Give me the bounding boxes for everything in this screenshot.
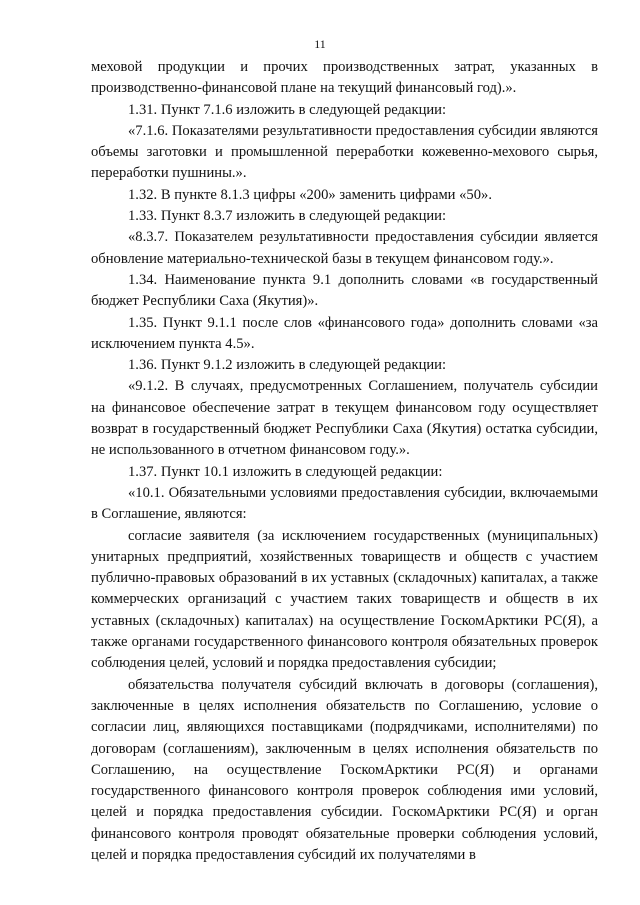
paragraph-quote-7-1-6: «7.1.6. Показателями результативности предоставления субсидии являются объемы заготовки и промышленной переработки кожевенно-мехового сырья, переработки пушнины.».: [91, 122, 598, 182]
paragraph-obligations: обязательства получателя субсидий включать в договоры (соглашения), заключенные в целях исполнения обязательств по Соглашению, условие о согласии лиц, являющихся поставщиками (подрядчиками, исполнителями) по договорам (соглашениям), заключенным в целях исполнения обязательств по Соглашению, на осуществление ГоскомАрктики РС(Я) и органами государственного финансового контроля проверок соблюдения ими условий, целей и порядка предоставления субсидии. ГоскомАрктики РС(Я) и орган финансового контроля проводят обязательные проверки соблюдения условий, целей и порядка предоставления субсидий их получателями в: [91, 676, 598, 863]
paragraph-item-1-35: 1.35. Пункт 9.1.1 после слов «финансового года» дополнить словами «за исключением пункта 4.5».: [91, 314, 598, 352]
page-number: 11: [314, 37, 326, 51]
paragraph-quote-9-1-2: «9.1.2. В случаях, предусмотренных Соглашением, получатель субсидии на финансовое обеспечение затрат в текущем финансовом году осуществляет возврат в государственный бюджет Республики Саха (Якутия) остатка субсидии, не использованного в отчетном финансовом году.».: [91, 378, 598, 459]
paragraph-item-1-33: 1.33. Пункт 8.3.7 изложить в следующей редакции:: [128, 208, 447, 225]
paragraph-item-1-37: 1.37. Пункт 10.1 изложить в следующей редакции:: [128, 463, 443, 480]
paragraph-item-1-32: 1.32. В пункте 8.1.3 цифры «200» заменить цифрами «50».: [128, 186, 492, 203]
document-body: [91, 57, 598, 866]
paragraph-item-1-34: 1.34. Наименование пункта 9.1 дополнить словами «в государственный бюджет Республики Саха (Якутия)».: [91, 271, 598, 310]
paragraph-consent: согласие заявителя (за исключением государственных (муниципальных) унитарных предприятий, хозяйственных товариществ и обществ с участием публично-правовых образований в их уставных (складочных) капиталах, а также коммерческих организаций с участием таких товариществ и обществ в их уставных (складочных) капиталах) на осуществление ГоскомАрктики РС(Я), а также органами государственного финансового контроля обязательных проверок соблюдения целей, условий и порядка предоставления субсидии;: [91, 527, 598, 672]
paragraph-item-1-36: 1.36. Пункт 9.1.2 изложить в следующей редакции:: [128, 357, 447, 374]
paragraph-quote-10-1: «10.1. Обязательными условиями предоставления субсидии, включаемыми в Соглашение, являются:: [91, 484, 598, 523]
paragraph-item-1-31: 1.31. Пункт 7.1.6 изложить в следующей редакции:: [128, 101, 447, 118]
paragraph-continuation: меховой продукции и прочих производственных затрат, указанных в производственно-финансовой плане на текущий финансовый год).».: [91, 59, 598, 97]
paragraph-quote-8-3-7: «8.3.7. Показателем результативности предоставления субсидии является обновление материально-технической базы в текущем финансовом году.».: [91, 229, 598, 267]
